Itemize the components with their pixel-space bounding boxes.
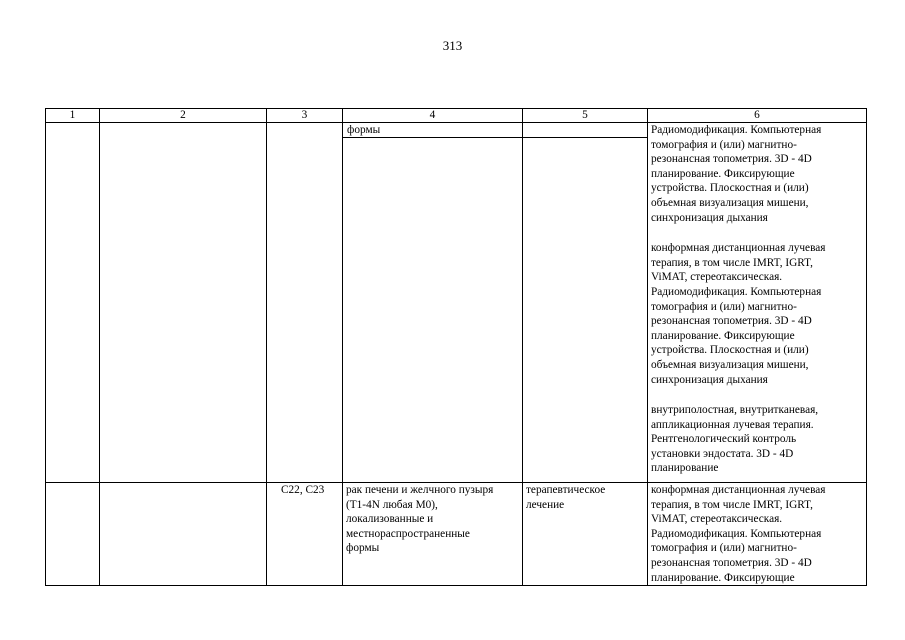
- cell-col5: [523, 123, 648, 483]
- treatment-table: [45, 108, 867, 586]
- icd-codes: C22, C23: [267, 483, 343, 586]
- header-cell: 3: [267, 109, 343, 123]
- header-cell: 5: [523, 109, 648, 123]
- empty-subcell: [523, 123, 647, 138]
- cell-col1: [46, 123, 100, 483]
- method-paragraph: конформная дистанционная лучевая терапия, в том числе IMRT, IGRT, ViMAT, стереотаксическая. Радиомодификация. Компьютерная томография и (или) магнитно- резонансная топометрия. 3D - 4D планирование. Фиксирующие устройства. Плоскостная и (или) объемная визуализация мишени, синхронизация дыхания: [651, 242, 826, 386]
- form-type-text: формы: [343, 123, 522, 138]
- cell-col2: [100, 483, 267, 586]
- cell-col2: [100, 123, 267, 483]
- header-cell: 1: [46, 109, 100, 123]
- table-row: [46, 123, 867, 483]
- cell-col4: [343, 123, 523, 483]
- method-paragraph: Радиомодификация. Компьютерная томография и (или) магнитно- резонансная топометрия. 3D - 4D планирование. Фиксирующие устройства. Плоскостная и (или) объемная визуализация мишени, синхронизация дыхания: [651, 124, 822, 224]
- table-row: [46, 483, 867, 586]
- method-paragraph: конформная дистанционная лучевая терапия, в том числе IMRT, IGRT, ViMAT, стереотаксическая. Радиомодификация. Компьютерная томография и (или) магнитно- резонансная топометрия. 3D - 4D планирование. Фиксирующие: [648, 483, 867, 586]
- diagnosis-text: рак печени и желчного пузыря (T1-4N любая M0), локализованные и местнораспространенные формы: [343, 483, 523, 586]
- cell-col3: [267, 123, 343, 483]
- method-paragraph: внутриполостная, внутритканевая, аппликационная лучевая терапия. Рентгенологический контроль установки эндостата. 3D - 4D планирование: [651, 404, 819, 475]
- header-cell: 2: [100, 109, 267, 123]
- cell-col6: [648, 123, 867, 483]
- table-header-row: [46, 109, 867, 123]
- page-number: 313: [442, 38, 463, 53]
- header-cell: 4: [343, 109, 523, 123]
- treatment-type: терапевтическое лечение: [523, 483, 648, 586]
- cell-col1: [46, 483, 100, 586]
- header-cell: 6: [648, 109, 867, 123]
